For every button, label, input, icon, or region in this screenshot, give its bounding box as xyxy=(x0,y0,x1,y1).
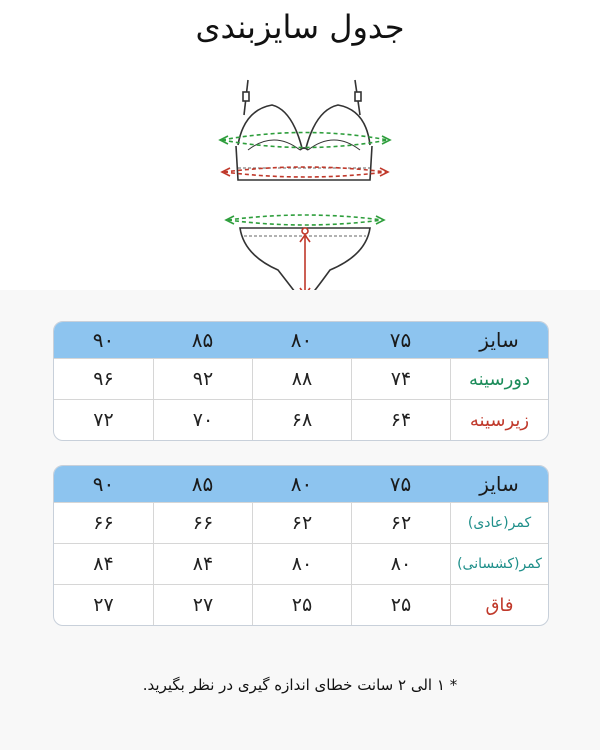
table-cell: ۸۰ xyxy=(351,544,450,584)
table-cell: ۶۲ xyxy=(252,503,351,543)
table-cell: ۲۷ xyxy=(93,594,114,616)
table-cell: ۹۶ xyxy=(93,368,114,390)
header-cell: ۷۵ xyxy=(389,472,412,496)
table-cell: ۷۲ xyxy=(93,409,114,431)
header-cell: ۸۵ xyxy=(191,472,214,496)
bust-size-table xyxy=(53,321,549,441)
table-cell: ۸۰ xyxy=(252,544,351,584)
bra-drawing xyxy=(236,80,372,180)
table-header-row xyxy=(54,466,548,502)
table-cell: ۶۸ xyxy=(252,400,351,440)
header-cell: ۸۰ xyxy=(290,472,313,496)
page-title: جدول سایزبندی xyxy=(195,8,405,46)
measurement-note: * ۱ الی ۲ سانت خطای اندازه گیری در نظر بگیرید. xyxy=(142,676,458,694)
header-cell: سایز xyxy=(479,328,519,352)
table-row xyxy=(54,399,548,440)
table-cell: ۷۰ xyxy=(153,400,252,440)
row-label-waist-normal: کمر(عادی) xyxy=(450,503,548,543)
table-header-row xyxy=(54,322,548,358)
table-cell: ۸۴ xyxy=(93,553,114,575)
header-cell: ۹۰ xyxy=(92,472,115,496)
table-cell: ۸۴ xyxy=(153,544,252,584)
table-cell: ۶۶ xyxy=(93,512,114,534)
underbust-arrow xyxy=(222,167,388,177)
table-cell: ۶۲ xyxy=(351,503,450,543)
header-cell: سایز xyxy=(479,472,519,496)
header-cell: ۷۵ xyxy=(389,328,412,352)
table-cell: ۲۵ xyxy=(351,585,450,625)
table-cell: ۶۶ xyxy=(153,503,252,543)
row-label-bust: دورسینه xyxy=(450,359,548,399)
row-label-waist-elastic: کمر(کشسانی) xyxy=(450,544,548,584)
table-cell: ۹۲ xyxy=(153,359,252,399)
table-row xyxy=(54,584,548,625)
row-label-underbust: زیرسینه xyxy=(450,400,548,440)
table-row xyxy=(54,543,548,584)
header-cell: ۹۰ xyxy=(92,328,115,352)
header-cell: ۸۵ xyxy=(191,328,214,352)
table-cell: ۶۴ xyxy=(351,400,450,440)
header-cell: ۸۰ xyxy=(290,328,313,352)
table-cell: ۷۴ xyxy=(351,359,450,399)
table-cell: ۲۵ xyxy=(252,585,351,625)
table-cell: ۲۷ xyxy=(153,585,252,625)
bust-arrow xyxy=(220,133,390,148)
waist-size-table xyxy=(53,465,549,626)
row-label-rise: فاق xyxy=(450,585,548,625)
table-row xyxy=(54,358,548,399)
table-row xyxy=(54,502,548,543)
waist-arrow xyxy=(226,215,384,225)
table-cell: ۸۸ xyxy=(252,359,351,399)
rise-arrow xyxy=(300,235,310,295)
size-guide-illustration xyxy=(210,70,400,310)
